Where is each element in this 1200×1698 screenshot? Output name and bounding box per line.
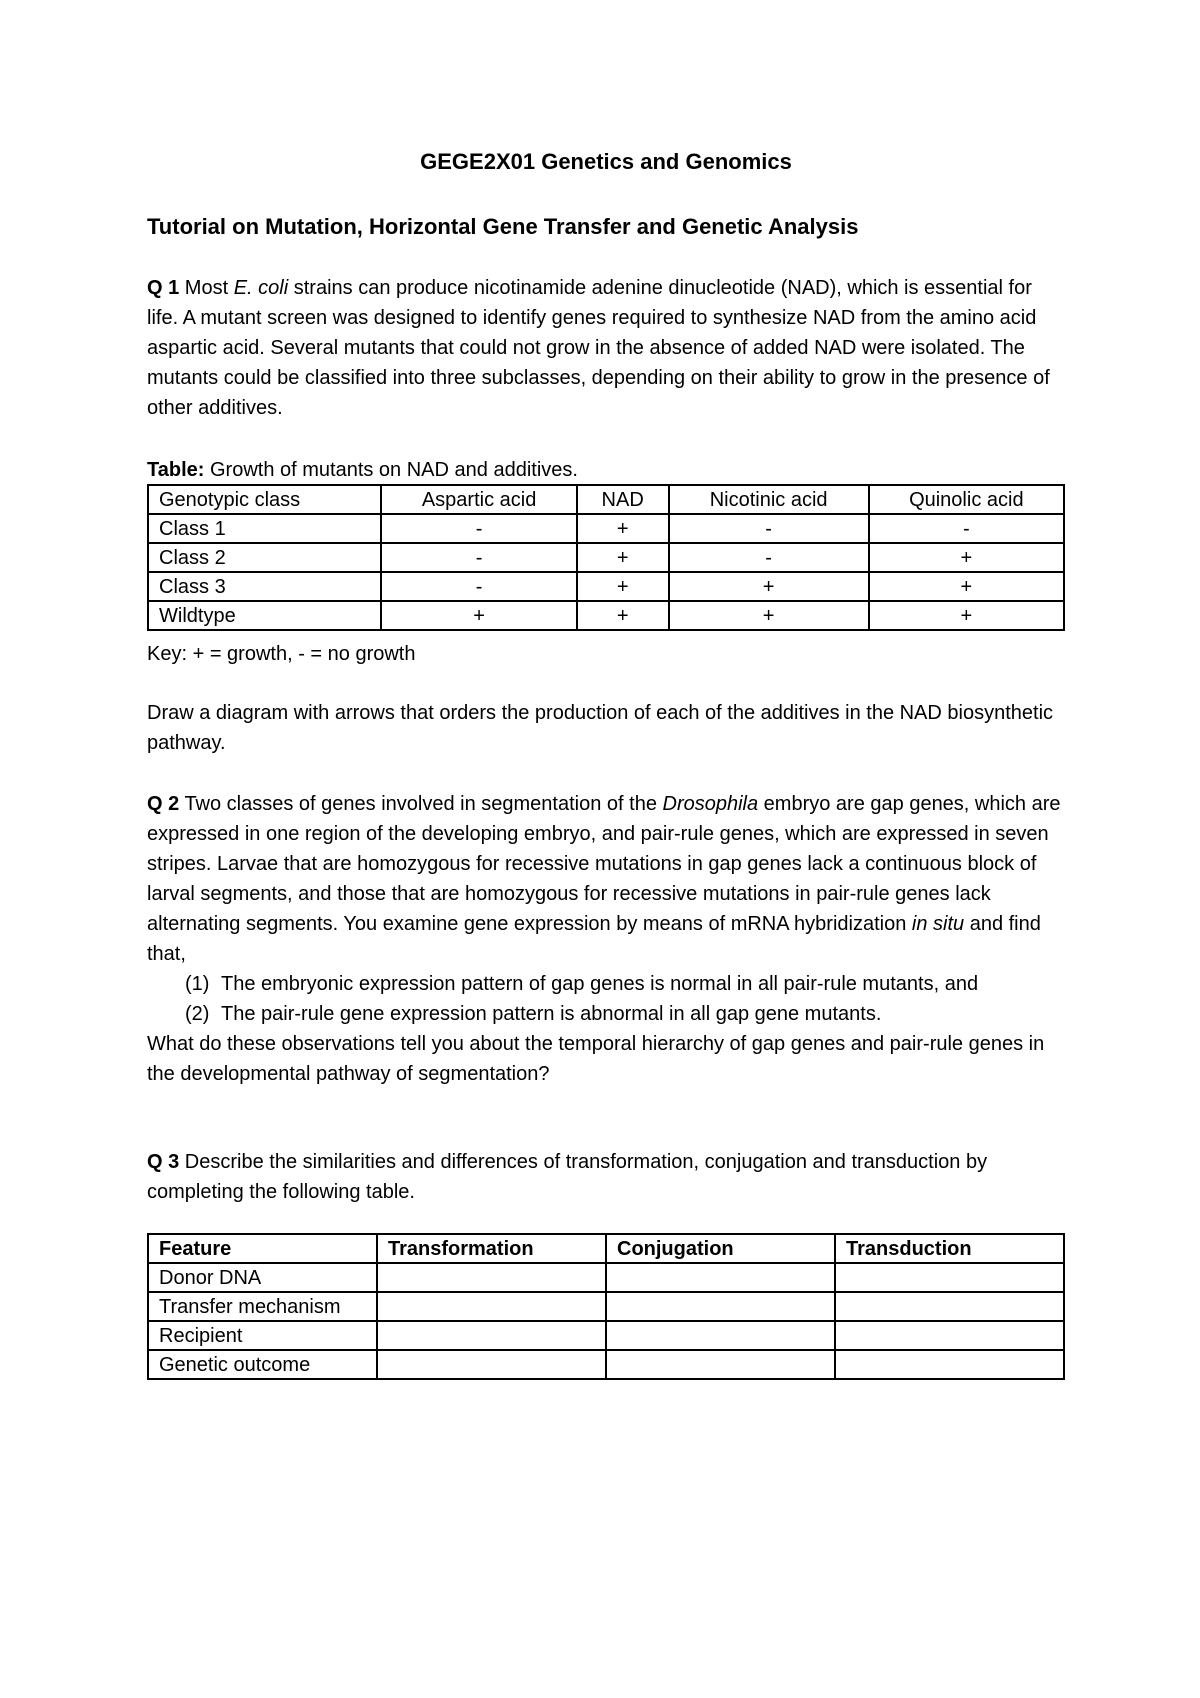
answer-cell[interactable] bbox=[606, 1321, 835, 1350]
table-cell: Donor DNA bbox=[148, 1263, 377, 1292]
list-item-number: (2) bbox=[185, 1003, 210, 1025]
table-header-cell: Quinolic acid bbox=[869, 485, 1064, 514]
table-cell: - bbox=[669, 543, 869, 572]
table-caption-label: Table: bbox=[147, 459, 205, 481]
question-2-label: Q 2 bbox=[147, 793, 180, 815]
table-row bbox=[148, 572, 1064, 601]
answer-cell[interactable] bbox=[835, 1292, 1064, 1321]
list-item-text: The pair-rule gene expression pattern is abnormal in all gap gene mutants. bbox=[221, 1003, 882, 1025]
table-cell: + bbox=[577, 514, 669, 543]
question-2-question: What do these observations tell you about the temporal hierarchy of gap genes and pair-rule genes in the developmental pathway of segmentation? bbox=[147, 1033, 1045, 1085]
species-name: Drosophila bbox=[662, 793, 759, 815]
species-name: E. coli bbox=[233, 277, 289, 299]
table-cell: + bbox=[577, 572, 669, 601]
answer-cell[interactable] bbox=[377, 1263, 606, 1292]
table-header-cell: Aspartic acid bbox=[381, 485, 576, 514]
technique-term: in situ bbox=[911, 913, 965, 935]
list-item bbox=[147, 999, 1065, 1029]
question-3-label: Q 3 bbox=[147, 1151, 180, 1173]
table-cell: + bbox=[669, 601, 869, 630]
answer-cell[interactable] bbox=[377, 1350, 606, 1379]
table-row bbox=[148, 1292, 1064, 1321]
comparison-table bbox=[147, 1233, 1065, 1380]
list-item-text: The embryonic expression pattern of gap genes is normal in all pair-rule mutants, and bbox=[221, 973, 979, 995]
table-cell: + bbox=[577, 601, 669, 630]
question-1-label: Q 1 bbox=[147, 277, 180, 299]
table-header-cell: NAD bbox=[577, 485, 669, 514]
question-2-text bbox=[147, 789, 1065, 1089]
q3-text-part: Describe the similarities and differences of transformation, conjugation and transduction by completing the following table. bbox=[147, 1151, 988, 1203]
table-header-row bbox=[148, 485, 1064, 514]
q1-text-part: Most bbox=[179, 277, 234, 299]
table-caption bbox=[147, 455, 578, 485]
list-item bbox=[147, 969, 1065, 999]
table-cell: Wildtype bbox=[148, 601, 381, 630]
table-row bbox=[148, 1321, 1064, 1350]
answer-cell[interactable] bbox=[835, 1350, 1064, 1379]
table-header-cell: Transformation bbox=[377, 1234, 606, 1263]
course-title: GEGE2X01 Genetics and Genomics bbox=[420, 149, 792, 174]
observation-list bbox=[147, 969, 1065, 1029]
table-header-cell: Transduction bbox=[835, 1234, 1064, 1263]
table-cell: - bbox=[869, 514, 1064, 543]
question-1-text bbox=[147, 273, 1065, 423]
q2-text-part: Two classes of genes involved in segmentation of the bbox=[179, 793, 663, 815]
table-row bbox=[148, 1350, 1064, 1379]
table-cell: + bbox=[869, 572, 1064, 601]
table-cell: Class 1 bbox=[148, 514, 381, 543]
table-cell: Transfer mechanism bbox=[148, 1292, 377, 1321]
table-cell: + bbox=[869, 601, 1064, 630]
table-header-cell: Feature bbox=[148, 1234, 377, 1263]
table-cell: - bbox=[381, 514, 576, 543]
table-cell: Class 3 bbox=[148, 572, 381, 601]
table-cell: - bbox=[381, 543, 576, 572]
table-cell: + bbox=[381, 601, 576, 630]
table-row bbox=[148, 601, 1064, 630]
table-header-cell: Conjugation bbox=[606, 1234, 835, 1263]
table-row bbox=[148, 514, 1064, 543]
q2-text-part: embryo are gap genes, which are expressed in one region of the developing embryo, and pair-rule genes, which are expressed in seven stripes. Larvae that are homozygous for recessive mutations in gap genes lack a continuous block of larval segments, and those that are homozygous for recessive mutations in pair-rule genes lack alternating segments. You examine gene expression by means of mRNA hybridization bbox=[147, 793, 1061, 935]
table-cell: - bbox=[381, 572, 576, 601]
table-cell: - bbox=[669, 514, 869, 543]
table-cell: Recipient bbox=[148, 1321, 377, 1350]
table-key: Key: + = growth, - = no growth bbox=[147, 643, 416, 665]
table-cell: + bbox=[869, 543, 1064, 572]
list-item-number: (1) bbox=[185, 973, 210, 995]
tutorial-title: Tutorial on Mutation, Horizontal Gene Transfer and Genetic Analysis bbox=[147, 214, 859, 239]
question-3-text bbox=[147, 1147, 1065, 1207]
question-1-instruction: Draw a diagram with arrows that orders the production of each of the additives in the NAD biosynthetic pathway. bbox=[147, 702, 1054, 754]
table-header-row bbox=[148, 1234, 1064, 1263]
table-row bbox=[148, 543, 1064, 572]
table-cell: + bbox=[669, 572, 869, 601]
answer-cell[interactable] bbox=[835, 1263, 1064, 1292]
table-caption-text: Growth of mutants on NAD and additives. bbox=[204, 459, 578, 481]
q1-text-part: strains can produce nicotinamide adenine dinucleotide (NAD), which is essential for life. A mutant screen was designed to identify genes required to synthesize NAD from the amino acid aspartic acid. Several mutants that could not grow in the absence of added NAD were isolated. The mutants could be classified into three subclasses, depending on their ability to grow in the presence of other additives. bbox=[147, 277, 1050, 419]
growth-table bbox=[147, 484, 1065, 631]
q2-text-part: and find that, bbox=[147, 913, 1041, 965]
table-row bbox=[148, 1263, 1064, 1292]
table-cell: Class 2 bbox=[148, 543, 381, 572]
table-header-cell: Genotypic class bbox=[148, 485, 381, 514]
answer-cell[interactable] bbox=[606, 1292, 835, 1321]
table-cell: + bbox=[577, 543, 669, 572]
answer-cell[interactable] bbox=[606, 1263, 835, 1292]
table-header-cell: Nicotinic acid bbox=[669, 485, 869, 514]
answer-cell[interactable] bbox=[377, 1321, 606, 1350]
table-cell: Genetic outcome bbox=[148, 1350, 377, 1379]
answer-cell[interactable] bbox=[835, 1321, 1064, 1350]
answer-cell[interactable] bbox=[377, 1292, 606, 1321]
answer-cell[interactable] bbox=[606, 1350, 835, 1379]
